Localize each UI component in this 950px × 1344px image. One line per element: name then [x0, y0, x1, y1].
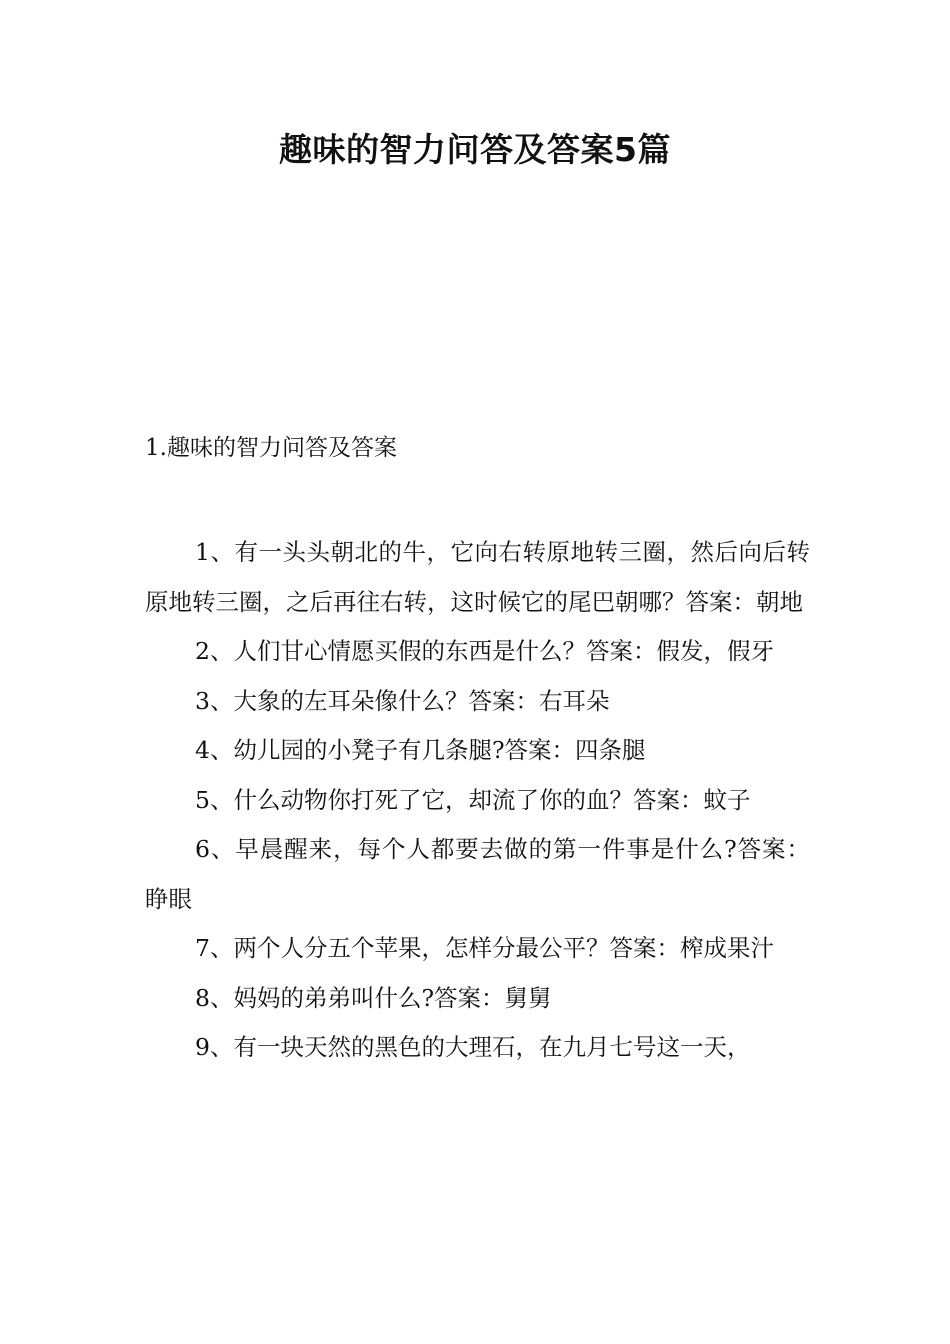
question-paragraph: 6、早晨醒来，每个人都要去做的第一件事是什么?答案：睁眼: [145, 835, 810, 913]
question-paragraph: 2、人们甘心情愿买假的东西是什么？答案：假发，假牙: [195, 637, 774, 665]
document-title: 趣味的智力问答及答案5篇: [279, 130, 671, 169]
question-paragraph: 7、两个人分五个苹果，怎样分最公平？答案：榨成果汁: [195, 934, 774, 962]
question-paragraph: 9、有一块天然的黑色的大理石，在九月七号这一天，: [195, 1033, 751, 1061]
question-paragraph: 1、有一头头朝北的牛，它向右转原地转三圈，然后向后转原地转三圈，之后再往右转，这时候它的尾巴朝哪？答案：朝地: [145, 538, 810, 616]
question-paragraph: 3、大象的左耳朵像什么？答案：右耳朵: [195, 686, 610, 715]
question-paragraph: 8、妈妈的弟弟叫什么?答案：舅舅: [195, 983, 552, 1012]
document-body: [145, 528, 810, 1073]
question-paragraph: 5、什么动物你打死了它，却流了你的血？答案：蚊子: [195, 785, 751, 814]
question-paragraph: 4、幼儿园的小凳子有几条腿?答案：四条腿: [195, 736, 646, 764]
section-heading: 1.趣味的智力问答及答案: [145, 435, 397, 461]
